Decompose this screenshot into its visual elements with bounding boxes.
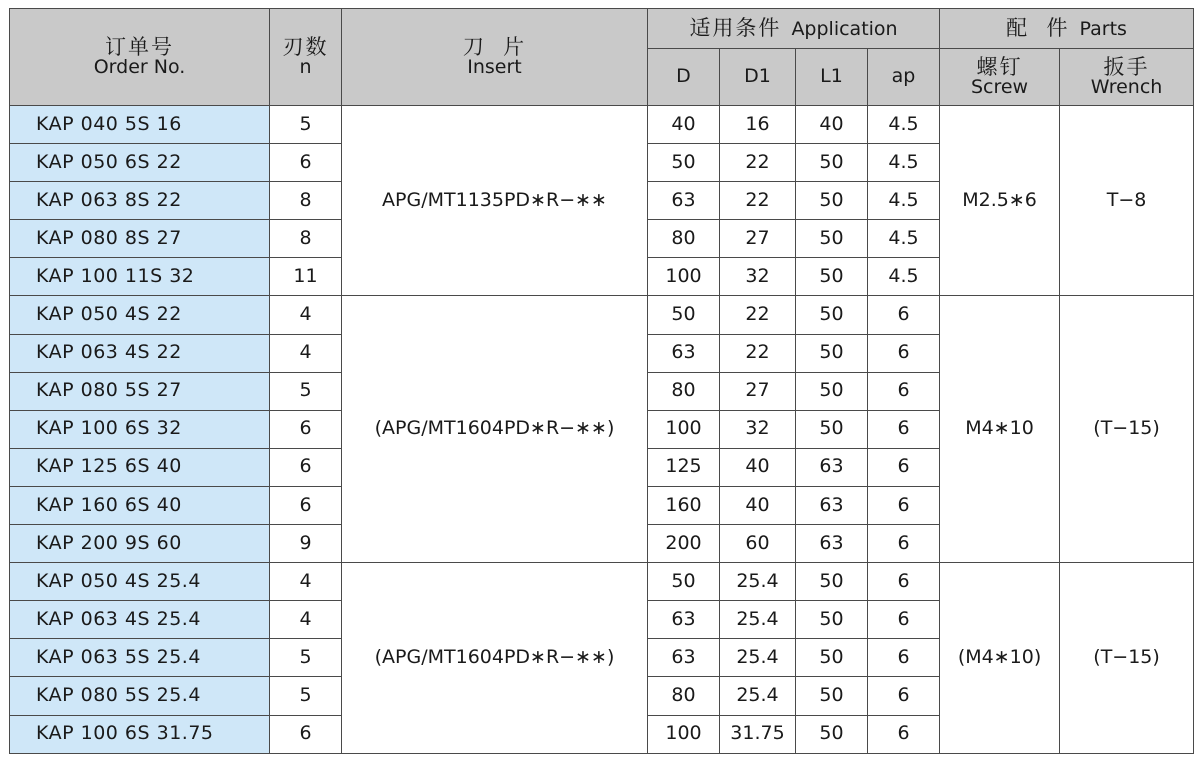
diameter-D: 50 bbox=[648, 144, 720, 182]
order-number: KAP 125 6S 40 bbox=[10, 448, 270, 486]
diameter-D: 125 bbox=[648, 448, 720, 486]
wrench-part: (T−15) bbox=[1060, 563, 1194, 753]
diameter-D: 63 bbox=[648, 639, 720, 677]
depth-ap: 6 bbox=[868, 486, 940, 524]
wrench-part: T−8 bbox=[1060, 106, 1194, 296]
diameter-D: 40 bbox=[648, 106, 720, 144]
header-application: 适用条件 Application bbox=[648, 9, 940, 49]
diameter-D: 50 bbox=[648, 296, 720, 334]
length-L1: 50 bbox=[796, 144, 868, 182]
flute-count: 6 bbox=[270, 486, 342, 524]
diameter-D1: 27 bbox=[720, 372, 796, 410]
flute-count: 4 bbox=[270, 563, 342, 601]
flute-count: 4 bbox=[270, 296, 342, 334]
flute-count: 9 bbox=[270, 525, 342, 563]
order-number: KAP 050 4S 25.4 bbox=[10, 563, 270, 601]
table-row bbox=[10, 296, 1194, 334]
depth-ap: 6 bbox=[868, 448, 940, 486]
order-number: KAP 100 6S 32 bbox=[10, 410, 270, 448]
order-number: KAP 040 5S 16 bbox=[10, 106, 270, 144]
order-number: KAP 080 5S 25.4 bbox=[10, 677, 270, 715]
length-L1: 50 bbox=[796, 639, 868, 677]
length-L1: 40 bbox=[796, 106, 868, 144]
diameter-D1: 60 bbox=[720, 525, 796, 563]
flute-count: 6 bbox=[270, 448, 342, 486]
length-L1: 50 bbox=[796, 296, 868, 334]
diameter-D1: 40 bbox=[720, 448, 796, 486]
flute-count: 4 bbox=[270, 334, 342, 372]
diameter-D1: 22 bbox=[720, 182, 796, 220]
order-number: KAP 100 6S 31.75 bbox=[10, 715, 270, 753]
depth-ap: 4.5 bbox=[868, 106, 940, 144]
flute-count: 5 bbox=[270, 639, 342, 677]
flute-count: 11 bbox=[270, 258, 342, 296]
order-number: KAP 050 4S 22 bbox=[10, 296, 270, 334]
depth-ap: 4.5 bbox=[868, 182, 940, 220]
header-D1: D1 bbox=[720, 49, 796, 106]
order-number: KAP 200 9S 60 bbox=[10, 525, 270, 563]
header-wrench: 扳手 Wrench bbox=[1060, 49, 1194, 106]
diameter-D: 63 bbox=[648, 601, 720, 639]
order-number: KAP 063 8S 22 bbox=[10, 182, 270, 220]
order-number: KAP 063 5S 25.4 bbox=[10, 639, 270, 677]
diameter-D1: 25.4 bbox=[720, 677, 796, 715]
depth-ap: 4.5 bbox=[868, 258, 940, 296]
screw-part: M2.5∗6 bbox=[940, 106, 1060, 296]
flute-count: 5 bbox=[270, 372, 342, 410]
diameter-D: 63 bbox=[648, 182, 720, 220]
diameter-D: 100 bbox=[648, 258, 720, 296]
depth-ap: 6 bbox=[868, 334, 940, 372]
spec-table bbox=[9, 8, 1194, 754]
table-row bbox=[10, 563, 1194, 601]
header-D: D bbox=[648, 49, 720, 106]
length-L1: 63 bbox=[796, 486, 868, 524]
diameter-D: 100 bbox=[648, 410, 720, 448]
diameter-D: 63 bbox=[648, 334, 720, 372]
insert-code: (APG/MT1604PD∗R−∗∗) bbox=[342, 563, 648, 753]
length-L1: 50 bbox=[796, 601, 868, 639]
flute-count: 4 bbox=[270, 601, 342, 639]
diameter-D1: 25.4 bbox=[720, 563, 796, 601]
header-order: 订单号 Order No. bbox=[10, 9, 270, 106]
header-screw: 螺钉 Screw bbox=[940, 49, 1060, 106]
diameter-D1: 22 bbox=[720, 144, 796, 182]
diameter-D: 200 bbox=[648, 525, 720, 563]
diameter-D1: 22 bbox=[720, 296, 796, 334]
header-insert: 刀 片 Insert bbox=[342, 9, 648, 106]
length-L1: 50 bbox=[796, 372, 868, 410]
screw-part: (M4∗10) bbox=[940, 563, 1060, 753]
order-number: KAP 063 4S 25.4 bbox=[10, 601, 270, 639]
header-ap: ap bbox=[868, 49, 940, 106]
order-number: KAP 050 6S 22 bbox=[10, 144, 270, 182]
diameter-D: 50 bbox=[648, 563, 720, 601]
insert-code: (APG/MT1604PD∗R−∗∗) bbox=[342, 296, 648, 563]
depth-ap: 6 bbox=[868, 563, 940, 601]
table-row bbox=[10, 106, 1194, 144]
diameter-D1: 31.75 bbox=[720, 715, 796, 753]
length-L1: 50 bbox=[796, 715, 868, 753]
diameter-D1: 32 bbox=[720, 258, 796, 296]
insert-code: APG/MT1135PD∗R−∗∗ bbox=[342, 106, 648, 296]
header-flutes: 刃数 n bbox=[270, 9, 342, 106]
depth-ap: 4.5 bbox=[868, 220, 940, 258]
depth-ap: 6 bbox=[868, 410, 940, 448]
depth-ap: 4.5 bbox=[868, 144, 940, 182]
header-parts: 配 件 Parts bbox=[940, 9, 1194, 49]
length-L1: 50 bbox=[796, 410, 868, 448]
diameter-D1: 22 bbox=[720, 334, 796, 372]
depth-ap: 6 bbox=[868, 372, 940, 410]
flute-count: 6 bbox=[270, 715, 342, 753]
diameter-D: 160 bbox=[648, 486, 720, 524]
diameter-D: 80 bbox=[648, 220, 720, 258]
diameter-D1: 25.4 bbox=[720, 639, 796, 677]
depth-ap: 6 bbox=[868, 715, 940, 753]
length-L1: 50 bbox=[796, 220, 868, 258]
order-number: KAP 080 8S 27 bbox=[10, 220, 270, 258]
length-L1: 50 bbox=[796, 258, 868, 296]
flute-count: 6 bbox=[270, 410, 342, 448]
table-body bbox=[10, 106, 1194, 754]
diameter-D1: 32 bbox=[720, 410, 796, 448]
flute-count: 5 bbox=[270, 677, 342, 715]
table-header bbox=[10, 9, 1194, 106]
length-L1: 50 bbox=[796, 563, 868, 601]
diameter-D: 80 bbox=[648, 677, 720, 715]
order-number: KAP 160 6S 40 bbox=[10, 486, 270, 524]
length-L1: 63 bbox=[796, 448, 868, 486]
diameter-D1: 40 bbox=[720, 486, 796, 524]
depth-ap: 6 bbox=[868, 639, 940, 677]
wrench-part: (T−15) bbox=[1060, 296, 1194, 563]
depth-ap: 6 bbox=[868, 296, 940, 334]
diameter-D1: 16 bbox=[720, 106, 796, 144]
header-L1: L1 bbox=[796, 49, 868, 106]
depth-ap: 6 bbox=[868, 677, 940, 715]
order-number: KAP 063 4S 22 bbox=[10, 334, 270, 372]
flute-count: 5 bbox=[270, 106, 342, 144]
length-L1: 50 bbox=[796, 677, 868, 715]
diameter-D: 100 bbox=[648, 715, 720, 753]
diameter-D1: 25.4 bbox=[720, 601, 796, 639]
order-number: KAP 100 11S 32 bbox=[10, 258, 270, 296]
length-L1: 50 bbox=[796, 334, 868, 372]
order-number: KAP 080 5S 27 bbox=[10, 372, 270, 410]
flute-count: 8 bbox=[270, 182, 342, 220]
length-L1: 63 bbox=[796, 525, 868, 563]
flute-count: 6 bbox=[270, 144, 342, 182]
diameter-D1: 27 bbox=[720, 220, 796, 258]
flute-count: 8 bbox=[270, 220, 342, 258]
diameter-D: 80 bbox=[648, 372, 720, 410]
depth-ap: 6 bbox=[868, 601, 940, 639]
screw-part: M4∗10 bbox=[940, 296, 1060, 563]
depth-ap: 6 bbox=[868, 525, 940, 563]
length-L1: 50 bbox=[796, 182, 868, 220]
